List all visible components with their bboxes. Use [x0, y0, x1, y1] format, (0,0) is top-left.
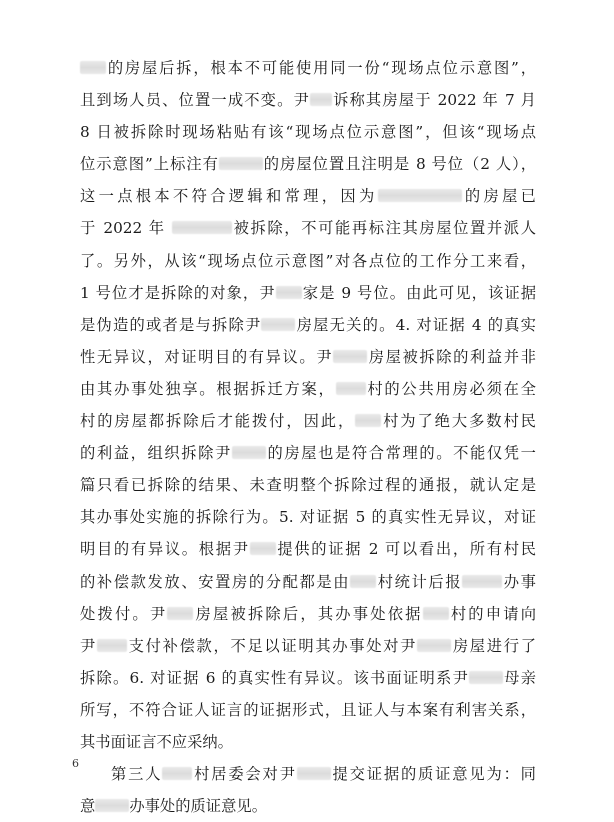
text-line — [80, 373, 536, 405]
text-segment: 性无异议，对证明目的有异议。尹 — [80, 347, 334, 366]
text-segment: 是伪造的或者是与拆除尹 — [80, 315, 262, 334]
redaction-blur — [350, 575, 376, 588]
text-segment: 村为了绝大多数村民 — [381, 412, 536, 431]
text-line — [80, 501, 536, 533]
text-line — [80, 758, 536, 790]
text-segment: 村居委会对尹 — [192, 765, 297, 784]
text-segment: 意 — [80, 797, 96, 816]
redaction-blur — [297, 767, 331, 780]
text-segment: 家是 9 号位。由此可见，该证据 — [301, 283, 536, 302]
redaction-blur — [250, 542, 276, 555]
redaction-blur — [167, 607, 193, 620]
text-line — [80, 437, 536, 469]
text-line — [80, 277, 536, 309]
text-line — [80, 694, 536, 726]
text-segment: 被拆除，不可能再标注其房屋位置并派人 — [232, 219, 536, 238]
redaction-blur — [310, 93, 332, 106]
text-line — [80, 566, 536, 598]
text-line — [80, 598, 536, 630]
redaction-blur — [378, 189, 462, 202]
text-line — [80, 630, 536, 662]
text-line — [80, 726, 536, 758]
text-segment: 房屋无关的。4. 对证据 4 的真实 — [295, 315, 536, 334]
redaction-blur — [333, 350, 367, 363]
text-segment: 其书面证言不应采纳。 — [80, 732, 233, 751]
text-segment: 村的申请向 — [448, 604, 536, 623]
text-segment: 的补偿款发放、安置房的分配都是由 — [80, 572, 351, 591]
text-segment: 明目的有异议。根据尹 — [80, 540, 250, 559]
text-segment: 所写，不符合证人证言的证据形式，且证人与本案有利害关系， — [80, 700, 536, 719]
text-segment: 其办事处实施的拆除行为。5. 对证据 5 的真实性无异议，对证 — [80, 508, 536, 527]
text-segment: 的房屋已 — [461, 187, 536, 206]
text-segment: 这一点根本不符合逻辑和常理，因为 — [80, 187, 378, 206]
text-segment: 由其办事处独享。根据拆迁方案， — [80, 379, 336, 398]
redaction-blur — [462, 575, 502, 588]
paragraph — [80, 52, 536, 758]
paragraph — [80, 758, 536, 822]
redaction-blur — [232, 446, 266, 459]
redaction-blur — [417, 639, 451, 652]
text-line — [80, 52, 536, 84]
redaction-blur — [97, 639, 127, 652]
text-segment: 1 号位才是拆除的对象，尹 — [80, 283, 276, 302]
text-segment: 的房屋也是符合常理的。不能仅凭一 — [265, 444, 536, 463]
redaction-blur — [95, 799, 129, 812]
text-segment: 的房屋后拆，根本不可能使用同一份“现场点位示意图”， — [106, 59, 536, 77]
text-segment: 提交证据的质证意见为：同 — [330, 765, 536, 784]
redaction-blur — [261, 318, 295, 331]
text-line — [80, 341, 536, 373]
text-line — [80, 116, 536, 148]
text-line — [80, 212, 536, 244]
text-segment: 村的公共用房必须在全 — [365, 379, 536, 398]
text-segment: 办事 — [502, 572, 536, 591]
text-segment: 位示意图”上标注有 — [80, 155, 219, 174]
redaction-blur — [276, 286, 302, 299]
redaction-blur — [423, 607, 449, 620]
text-segment: 支付补偿款，不足以证明其办事处对尹 — [126, 636, 418, 655]
text-line — [80, 662, 536, 694]
page-number: 6 — [72, 757, 79, 770]
redaction-blur — [172, 221, 232, 234]
redaction-blur — [355, 414, 381, 427]
text-segment: 了。另外，从该“现场点位示意图”对各点位的工作分工来看， — [80, 251, 536, 270]
text-segment: 于 2022 年 — [80, 219, 173, 238]
text-line — [80, 84, 536, 116]
text-segment: 篇只看已拆除的结果、未查明整个拆除过程的通报，就认定是 — [80, 476, 536, 495]
text-segment: 的房屋位置且注明是 8 号位（2 人）， — [262, 155, 536, 174]
document-body — [80, 52, 536, 822]
redaction-blur — [219, 157, 263, 170]
text-line — [80, 245, 536, 277]
text-segment: 房屋被拆除后，其办事处依据 — [193, 604, 423, 623]
redaction-blur — [336, 382, 366, 395]
text-line — [80, 180, 536, 212]
text-segment: 房屋进行了 — [451, 636, 536, 655]
text-segment: 诉称其房屋于 2022 年 7 月 — [331, 91, 536, 110]
text-line — [80, 405, 536, 437]
text-segment: 村的房屋都拆除后才能拨付，因此， — [80, 412, 356, 431]
text-segment: 母亲 — [502, 668, 536, 687]
text-segment: 房屋被拆除的利益并非 — [367, 347, 536, 366]
text-segment: 提供的证据 2 可以看出，所有村民 — [275, 540, 536, 559]
text-segment: 的利益，组织拆除尹 — [80, 444, 232, 463]
redaction-blur — [162, 767, 192, 780]
text-segment: 办事处的质证意见。 — [129, 797, 267, 816]
text-line — [80, 533, 536, 565]
redaction-blur — [469, 671, 503, 684]
text-segment: 第三人 — [111, 765, 163, 784]
text-segment: 尹 — [80, 636, 97, 655]
text-segment: 拆除。6. 对证据 6 的真实性有异议。该书面证明系尹 — [80, 668, 469, 687]
text-line — [80, 309, 536, 341]
text-line — [80, 148, 536, 180]
text-segment: 8 日被拆除时现场粘贴有该“现场点位示意图”，但该“现场点 — [80, 123, 536, 142]
text-segment: 且到场人员、位置一成不变。尹 — [80, 91, 310, 110]
text-line — [80, 469, 536, 501]
redaction-blur — [80, 61, 106, 74]
text-segment: 处拨付。尹 — [80, 604, 168, 623]
text-segment: 村统计后报 — [376, 572, 463, 591]
text-line — [80, 790, 536, 822]
